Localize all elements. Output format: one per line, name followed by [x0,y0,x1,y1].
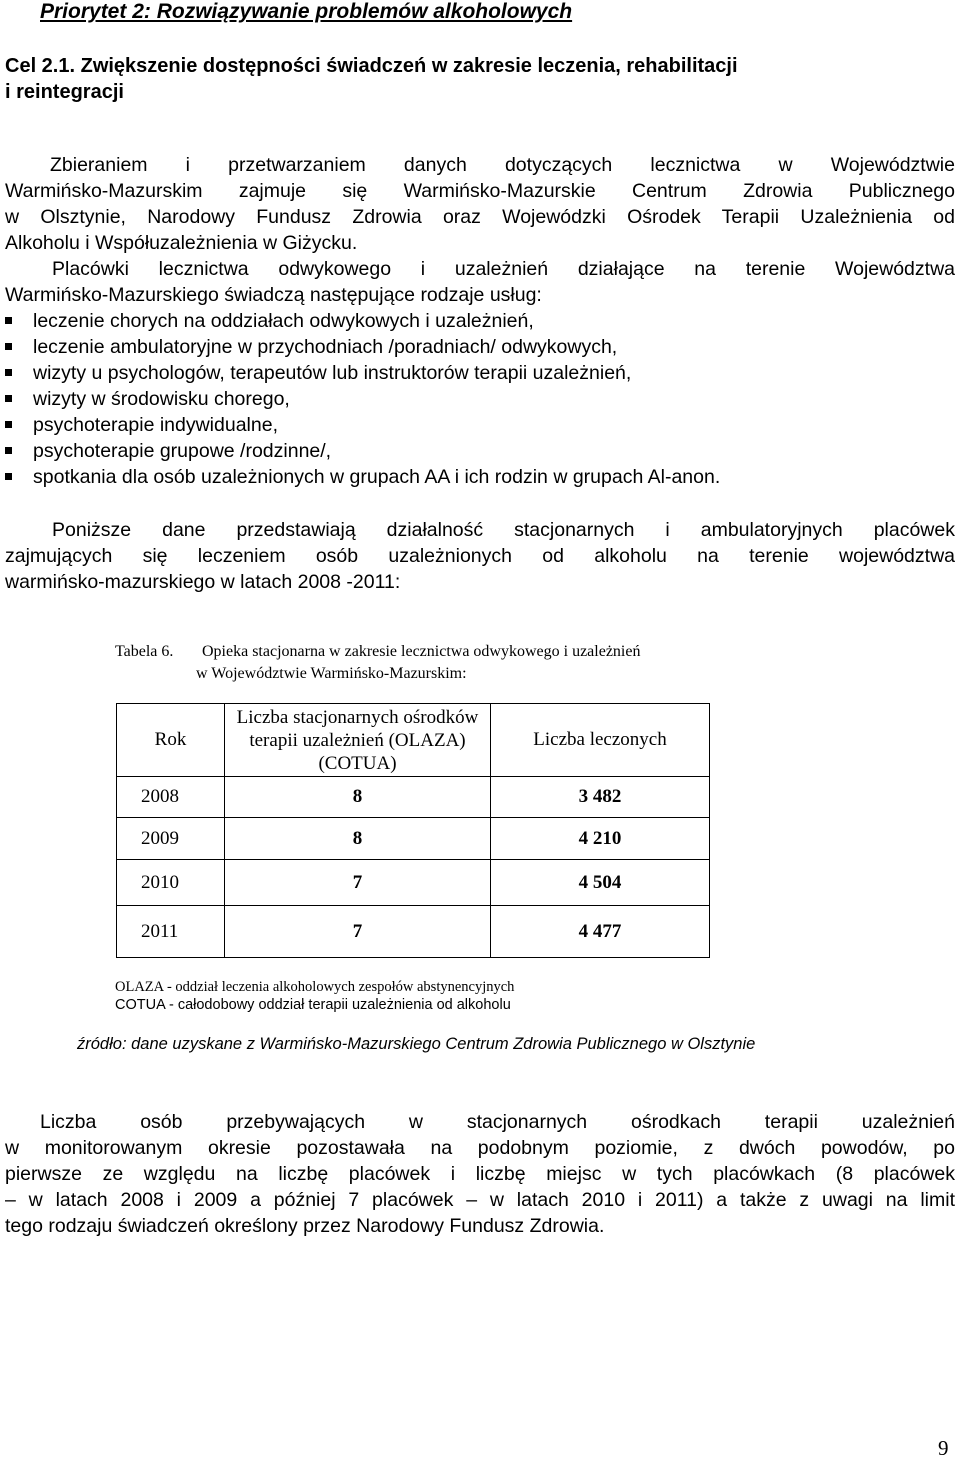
cell-centers: 8 [225,777,491,818]
square-bullet-icon [5,369,12,376]
paragraph-line: Alkoholu i Współuzależnienia w Giżycku. [5,232,358,254]
paragraph-line: zajmujących się leczeniem osób uzależnionych od alkoholu na terenie województwa [5,545,955,567]
goal-title-line2: i reintegracji [5,81,124,103]
cell-year: 2011 [117,906,225,958]
table-caption-label: Tabela 6. [115,643,174,660]
square-bullet-icon [5,317,12,324]
treatment-table [116,703,710,958]
table-row [117,818,710,860]
table-caption-line2: w Województwie Warmińsko-Mazurskim: [196,665,467,682]
square-bullet-icon [5,421,12,428]
paragraph-line: Placówki lecznictwa odwykowego i uzależnień działające na terenie Województwa [52,258,955,280]
cell-centers: 7 [225,906,491,958]
paragraph-line: w Olsztynie, Narodowy Fundusz Zdrowia oraz Wojewódzki Ośrodek Terapii Uzależnienia od [5,206,955,228]
square-bullet-icon [5,343,12,350]
cell-centers: 7 [225,860,491,906]
cell-year: 2009 [117,818,225,860]
cell-treated: 4 477 [491,906,710,958]
footnote-olaza: OLAZA - oddział leczenia alkoholowych zespołów abstynencyjnych [115,979,515,995]
header-year: Rok [117,704,225,777]
paragraph-line: Zbieraniem i przetwarzaniem danych dotyczących lecznictwa w Województwie [50,154,955,176]
cell-treated: 4 504 [491,860,710,906]
square-bullet-icon [5,395,12,402]
square-bullet-icon [5,473,12,480]
source-note: źródło: dane uzyskane z Warmińsko-Mazurskiego Centrum Zdrowia Publicznego w Olsztynie [77,1035,756,1053]
table-row [117,777,710,818]
paragraph-line: Liczba osób przebywających w stacjonarnych ośrodkach terapii uzależnień [40,1111,955,1133]
page-number: 9 [938,1436,949,1460]
priority-title: Priorytet 2: Rozwiązywanie problemów alkoholowych [40,0,573,23]
header-centers: Liczba stacjonarnych ośrodków terapii uzależnień (OLAZA) (COTUA) [225,704,491,777]
paragraph-line: warmińsko-mazurskiego w latach 2008 -2011: [5,571,401,593]
paragraph-line: Poniższe dane przedstawiają działalność stacjonarnych i ambulatoryjnych placówek [52,519,955,541]
header-treated: Liczba leczonych [491,704,710,777]
cell-centers: 8 [225,818,491,860]
cell-year: 2010 [117,860,225,906]
cell-treated: 4 210 [491,818,710,860]
table-row [117,860,710,906]
cell-year: 2008 [117,777,225,818]
table-caption-line1: Opieka stacjonarna w zakresie lecznictwa odwykowego i uzależnień [202,643,641,660]
table-header-row [117,704,710,777]
footnote-cotua: COTUA - całodobowy oddział terapii uzależnienia od alkoholu [115,997,511,1013]
paragraph-line: Warmińsko-Mazurskiego świadczą następujące rodzaje usług: [5,284,542,306]
table-row [117,906,710,958]
paragraph-line: pierwsze ze względu na liczbę placówek i liczbę miejsc w tych placówkach (8 placówek [5,1163,955,1185]
goal-title-line1: Cel 2.1. Zwiększenie dostępności świadczeń w zakresie leczenia, rehabilitacji [5,55,738,77]
paragraph-line: w monitorowanym okresie pozostawała na podobnym poziomie, z dwóch powodów, po [5,1137,955,1159]
paragraph-line: – w latach 2008 i 2009 a później 7 placówek – w latach 2010 i 2011) a także z uwagi na limit [5,1189,955,1211]
square-bullet-icon [5,447,12,454]
paragraph-line: Warmińsko-Mazurskim zajmuje się Warmińsko-Mazurskie Centrum Zdrowia Publicznego [5,180,955,202]
cell-treated: 3 482 [491,777,710,818]
paragraph-line: tego rodzaju świadczeń określony przez Narodowy Fundusz Zdrowia. [5,1215,605,1237]
